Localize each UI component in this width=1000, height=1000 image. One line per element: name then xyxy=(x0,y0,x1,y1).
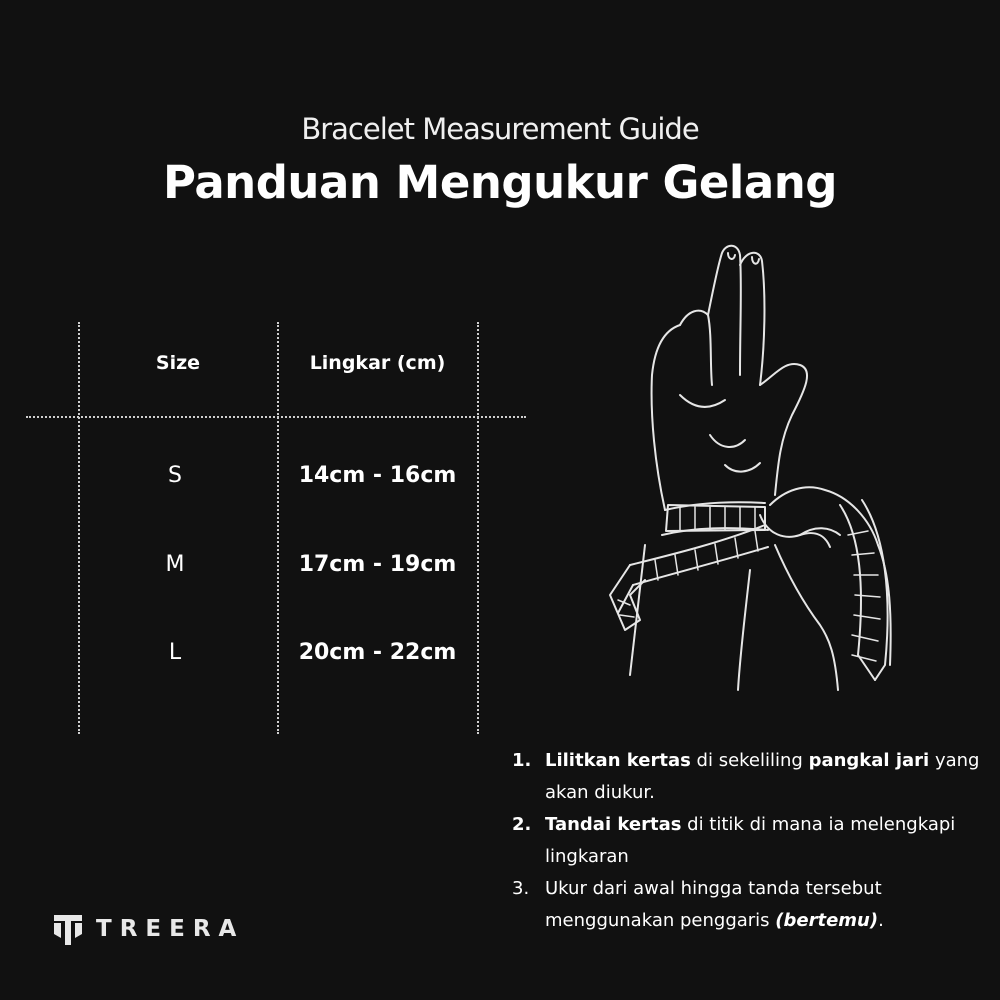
step-number: 3. xyxy=(512,878,530,899)
instruction-step xyxy=(512,809,982,873)
step-emphasis: pangkal jari xyxy=(808,750,930,771)
step-number: 1. xyxy=(512,750,532,771)
step-emphasis: Tandai kertas xyxy=(545,814,682,835)
treera-logo xyxy=(52,911,244,947)
page-subtitle: Bracelet Measurement Guide xyxy=(301,112,699,146)
header-size: Size xyxy=(155,352,201,374)
size-label: M xyxy=(165,552,185,577)
table-divider xyxy=(78,322,80,734)
step-emphasis: (bertemu) xyxy=(775,910,879,931)
treera-logo-icon xyxy=(52,912,84,946)
step-text: . xyxy=(878,910,884,931)
instructions-list xyxy=(512,745,982,937)
size-table xyxy=(0,0,540,760)
logo-text: TREERA xyxy=(96,916,245,942)
step-text: di sekeliling xyxy=(690,750,809,771)
step-text: yang akan diukur. xyxy=(545,750,980,803)
header-circumference: Lingkar (cm) xyxy=(309,352,446,374)
size-range: 14cm - 16cm xyxy=(298,463,457,488)
table-header-divider xyxy=(26,416,526,418)
step-emphasis: Lilitkan kertas xyxy=(545,750,691,771)
size-range: 20cm - 22cm xyxy=(298,640,457,665)
step-number: 2. xyxy=(512,814,532,835)
instruction-step xyxy=(512,873,982,937)
hand-measuring-wrist-with-tape-icon xyxy=(600,235,920,705)
step-text: di titik di mana ia melengkapi lingkaran xyxy=(545,814,956,867)
instruction-step xyxy=(512,745,982,809)
size-label: S xyxy=(168,463,182,488)
step-text: Ukur dari awal hingga tanda tersebut menggunakan penggaris xyxy=(545,878,882,931)
page-title: Panduan Mengukur Gelang xyxy=(163,156,837,209)
size-range: 17cm - 19cm xyxy=(298,552,457,577)
table-divider xyxy=(277,322,279,734)
table-divider xyxy=(477,322,479,734)
size-label: L xyxy=(168,640,182,665)
